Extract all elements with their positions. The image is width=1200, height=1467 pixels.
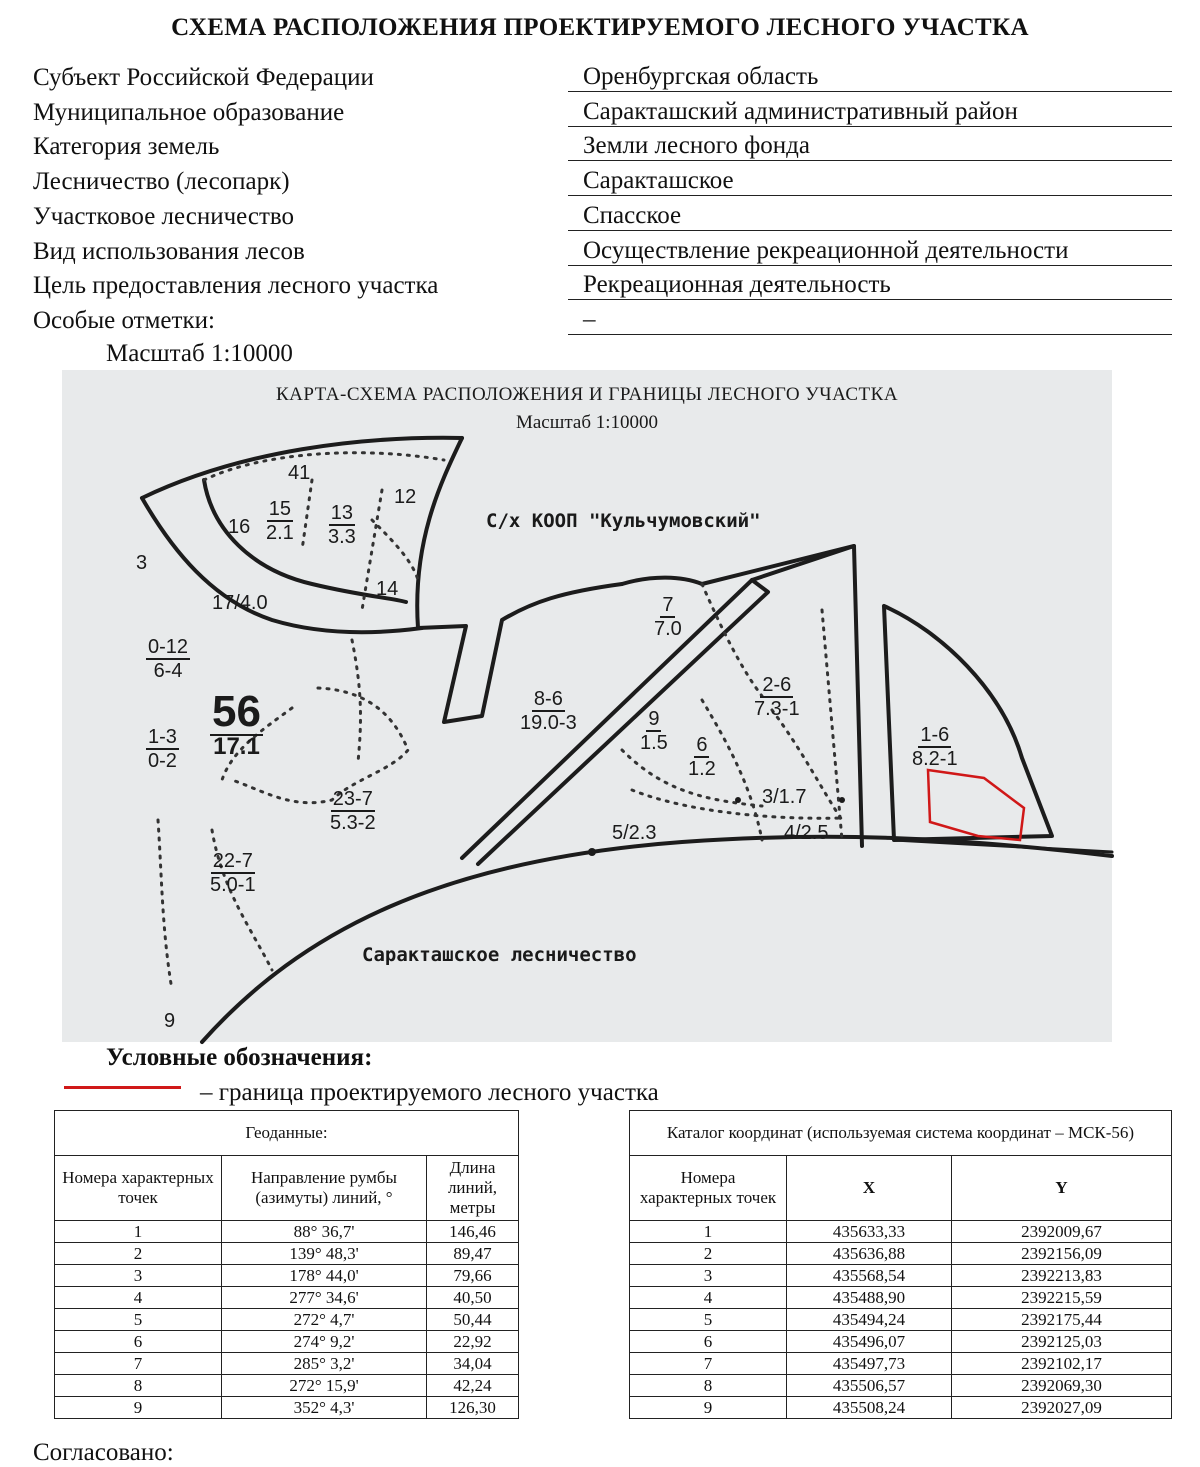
geodata-row xyxy=(55,1265,519,1287)
catalog-cell: 435488,90 xyxy=(787,1287,952,1309)
info-row xyxy=(0,236,1200,271)
geodata-cell: 178° 44,0' xyxy=(222,1265,427,1287)
catalog-cell: 2392125,03 xyxy=(952,1331,1172,1353)
geodata-header-points: Номера характерных точек xyxy=(55,1156,222,1221)
geodata-cell: 272° 4,7' xyxy=(222,1309,427,1331)
catalog-cell: 3 xyxy=(630,1265,787,1287)
catalog-row xyxy=(630,1375,1172,1397)
document-title: СХЕМА РАСПОЛОЖЕНИЯ ПРОЕКТИРУЕМОГО ЛЕСНОГО УЧАСТКА xyxy=(171,14,1029,41)
plot-3-1-7: 3/1.7 xyxy=(762,786,807,808)
catalog-cell: 435506,57 xyxy=(787,1375,952,1397)
info-label: Вид использования лесов xyxy=(33,237,305,265)
plot-7: 7 7.0 xyxy=(654,594,682,640)
catalog-cell: 435497,73 xyxy=(787,1353,952,1375)
geodata-cell: 34,04 xyxy=(427,1353,519,1375)
geodata-cell: 7 xyxy=(55,1353,222,1375)
catalog-cell: 7 xyxy=(630,1353,787,1375)
geodata-cell: 146,46 xyxy=(427,1221,519,1243)
approval-text: Согласовано: xyxy=(33,1439,174,1466)
info-row xyxy=(0,305,1200,340)
geodata-cell: 139° 48,3' xyxy=(222,1243,427,1265)
catalog-cell: 435494,24 xyxy=(787,1309,952,1331)
geodata-cell: 277° 34,6' xyxy=(222,1287,427,1309)
catalog-cell: 2 xyxy=(630,1243,787,1265)
info-value: Саракташское xyxy=(568,166,1172,196)
geodata-cell: 40,50 xyxy=(427,1287,519,1309)
catalog-cell: 2392009,67 xyxy=(952,1221,1172,1243)
catalog-row xyxy=(630,1287,1172,1309)
geodata-cell: 352° 4,3' xyxy=(222,1397,427,1419)
geodata-cell: 1 xyxy=(55,1221,222,1243)
catalog-cell: 8 xyxy=(630,1375,787,1397)
geodata-cell: 42,24 xyxy=(427,1375,519,1397)
plot-12: 12 xyxy=(394,486,417,508)
plot-15: 15 2.1 xyxy=(266,498,294,544)
catalog-cell: 435496,07 xyxy=(787,1331,952,1353)
catalog-cell: 2392175,44 xyxy=(952,1309,1172,1331)
catalog-cell: 435633,33 xyxy=(787,1221,952,1243)
info-label: Участковое лесничество xyxy=(33,202,295,230)
plot-16: 16 xyxy=(228,516,251,538)
info-value: Оренбургская область xyxy=(568,62,1172,92)
plot-1-3: 1-3 0-2 xyxy=(148,726,177,772)
geodata-row xyxy=(55,1221,519,1243)
info-row xyxy=(0,131,1200,166)
geodata-row xyxy=(55,1243,519,1265)
geodata-cell: 274° 9,2' xyxy=(222,1331,427,1353)
geodata-row xyxy=(55,1309,519,1331)
quarter-number: 56 xyxy=(212,687,261,736)
geodata-cell: 285° 3,2' xyxy=(222,1353,427,1375)
quarter-area: 17.1 xyxy=(213,733,260,760)
geodata-row xyxy=(55,1375,519,1397)
plot-23-7: 23-7 5.3-2 xyxy=(330,788,376,834)
plot-0-12: 0-12 6-4 xyxy=(148,636,189,682)
catalog-row xyxy=(630,1309,1172,1331)
info-row xyxy=(0,270,1200,305)
plot-6: 6 1.2 xyxy=(688,734,716,780)
info-label: Лесничество (лесопарк) xyxy=(33,168,290,196)
geodata-cell: 126,30 xyxy=(427,1397,519,1419)
geodata-cell: 9 xyxy=(55,1397,222,1419)
plot-5-2-3: 5/2.3 xyxy=(612,822,657,844)
geodata-row xyxy=(55,1287,519,1309)
catalog-cell: 2392069,30 xyxy=(952,1375,1172,1397)
catalog-row xyxy=(630,1265,1172,1287)
info-label: Муниципальное образование xyxy=(33,98,345,126)
geodata-cell: 4 xyxy=(55,1287,222,1309)
geodata-row xyxy=(55,1331,519,1353)
catalog-cell: 435568,54 xyxy=(787,1265,952,1287)
plot-41: 41 xyxy=(288,462,311,484)
catalog-row xyxy=(630,1397,1172,1419)
geodata-cell: 50,44 xyxy=(427,1309,519,1331)
info-label: Цель предоставления лесного участка xyxy=(33,272,439,300)
geodata-table xyxy=(54,1110,519,1419)
catalog-cell: 1 xyxy=(630,1221,787,1243)
catalog-caption: Каталог координат (используемая система координат – МСК-56) xyxy=(630,1111,1172,1156)
scale-text: Масштаб 1:10000 xyxy=(106,340,293,367)
catalog-row xyxy=(630,1243,1172,1265)
plot-4-2-5: 4/2.5 xyxy=(784,822,829,844)
geodata-cell: 5 xyxy=(55,1309,222,1331)
catalog-cell: 2392102,17 xyxy=(952,1353,1172,1375)
geodata-cell: 89,47 xyxy=(427,1243,519,1265)
plot-3: 3 xyxy=(136,552,148,574)
catalog-row xyxy=(630,1221,1172,1243)
catalog-cell: 2392156,09 xyxy=(952,1243,1172,1265)
geodata-header-length: Длина линий, метры xyxy=(427,1156,519,1221)
plot-2-6: 2-6 7.3-1 xyxy=(754,674,800,720)
geodata-cell: 79,66 xyxy=(427,1265,519,1287)
catalog-header-y: Y xyxy=(952,1156,1172,1221)
plot-8-6: 8-6 19.0-3 xyxy=(520,688,577,734)
geodata-cell: 8 xyxy=(55,1375,222,1397)
catalog-header-x: X xyxy=(787,1156,952,1221)
geodata-cell: 22,92 xyxy=(427,1331,519,1353)
legend-title: Условные обозначения: xyxy=(106,1044,373,1071)
geodata-cell: 2 xyxy=(55,1243,222,1265)
catalog-row xyxy=(630,1331,1172,1353)
catalog-cell: 6 xyxy=(630,1331,787,1353)
info-label: Категория земель xyxy=(33,133,220,161)
geodata-cell: 88° 36,7' xyxy=(222,1221,427,1243)
geodata-row xyxy=(55,1353,519,1375)
catalog-table xyxy=(629,1110,1172,1419)
info-label: Особые отметки: xyxy=(33,306,215,334)
info-value: Саракташский административный район xyxy=(568,97,1172,127)
plot-17: 17/4.0 xyxy=(212,592,268,614)
info-row xyxy=(0,166,1200,201)
catalog-cell: 435508,24 xyxy=(787,1397,952,1419)
plot-13: 13 3.3 xyxy=(328,502,356,548)
geodata-header-azimuth: Направление румбы (азимуты) линий, ° xyxy=(222,1156,427,1221)
legend-red-line xyxy=(64,1086,181,1089)
catalog-cell: 4 xyxy=(630,1287,787,1309)
projected-plot-boundary xyxy=(928,770,1024,840)
info-value: Спасское xyxy=(568,201,1172,231)
info-value: – xyxy=(568,305,1172,335)
catalog-cell: 2392213,83 xyxy=(952,1265,1172,1287)
geodata-cell: 272° 15,9' xyxy=(222,1375,427,1397)
map-title: КАРТА-СХЕМА РАСПОЛОЖЕНИЯ И ГРАНИЦЫ ЛЕСНОГО УЧАСТКА xyxy=(275,384,899,405)
catalog-cell: 5 xyxy=(630,1309,787,1331)
info-row xyxy=(0,201,1200,236)
geodata-row xyxy=(55,1397,519,1419)
catalog-cell: 9 xyxy=(630,1397,787,1419)
geodata-cell: 6 xyxy=(55,1331,222,1353)
geodata-cell: 3 xyxy=(55,1265,222,1287)
plot-14: 14 xyxy=(376,578,399,600)
catalog-cell: 2392215,59 xyxy=(952,1287,1172,1309)
catalog-header-points: Номера характерных точек xyxy=(630,1156,787,1221)
info-label: Субъект Российской Федерации xyxy=(33,64,374,91)
catalog-cell: 2392027,09 xyxy=(952,1397,1172,1419)
plot-9: 9 1.5 xyxy=(640,708,668,754)
plot-9-bottom: 9 xyxy=(164,1010,176,1032)
info-value: Земли лесного фонда xyxy=(568,131,1172,161)
forestry-boundary-line xyxy=(202,837,1112,1042)
info-row xyxy=(0,97,1200,132)
map-scale: Масштаб 1:10000 xyxy=(515,412,659,433)
plot-1-6: 1-6 8.2-1 xyxy=(912,724,958,770)
forest-map xyxy=(62,370,1112,1042)
catalog-cell: 435636,88 xyxy=(787,1243,952,1265)
catalog-row xyxy=(630,1353,1172,1375)
quarter-label xyxy=(210,687,263,760)
info-row xyxy=(0,62,1200,97)
plot-22-7: 22-7 5.0-1 xyxy=(210,850,256,896)
coop-label: С/х КООП "Кульчумовский" xyxy=(486,510,761,532)
legend-item-text: – граница проектируемого лесного участка xyxy=(200,1079,659,1106)
info-value: Рекреационная деятельность xyxy=(568,270,1172,300)
geodata-caption: Геоданные: xyxy=(55,1111,519,1156)
forestry-label: Саракташское лесничество xyxy=(362,944,637,966)
info-value: Осуществление рекреационной деятельности xyxy=(568,236,1172,266)
